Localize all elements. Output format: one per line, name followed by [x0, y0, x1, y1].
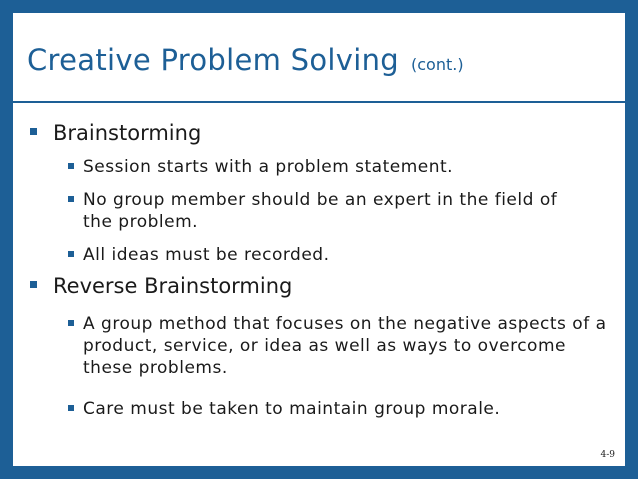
sub-bullet: [83, 156, 603, 178]
square-bullet-icon: [68, 196, 74, 202]
title-suffix: (cont.): [411, 55, 464, 74]
bullet-brainstorming: [53, 120, 201, 146]
sub-bullet-text: Session starts with a problem statement.: [83, 157, 454, 177]
square-bullet-icon: [68, 405, 74, 411]
sub-bullet-text: No group member should be an expert in the field of the problem.: [83, 190, 558, 232]
title-divider: [13, 101, 625, 103]
sub-bullet: [83, 313, 608, 379]
title-text: Creative Problem Solving: [27, 43, 399, 77]
slide-title: [27, 43, 464, 77]
bullet-reverse-brainstorming: [53, 273, 292, 299]
sub-bullet-text: Care must be taken to maintain group morale.: [83, 399, 501, 419]
bullet-heading: Reverse Brainstorming: [53, 274, 293, 298]
square-bullet-icon: [30, 128, 37, 135]
sub-bullet-text: A group method that focuses on the negative aspects of a product, service, or idea as well as ways to overcome these problems.: [83, 314, 607, 378]
sub-bullet-text: All ideas must be recorded.: [83, 245, 330, 265]
bullet-heading: Brainstorming: [53, 121, 202, 145]
slide-number: 4-9: [600, 450, 615, 460]
square-bullet-icon: [68, 320, 74, 326]
sub-bullet: [83, 398, 603, 420]
square-bullet-icon: [68, 163, 74, 169]
square-bullet-icon: [30, 281, 37, 288]
sub-bullet: [83, 189, 578, 233]
square-bullet-icon: [68, 251, 74, 257]
sub-bullet: [83, 244, 603, 266]
